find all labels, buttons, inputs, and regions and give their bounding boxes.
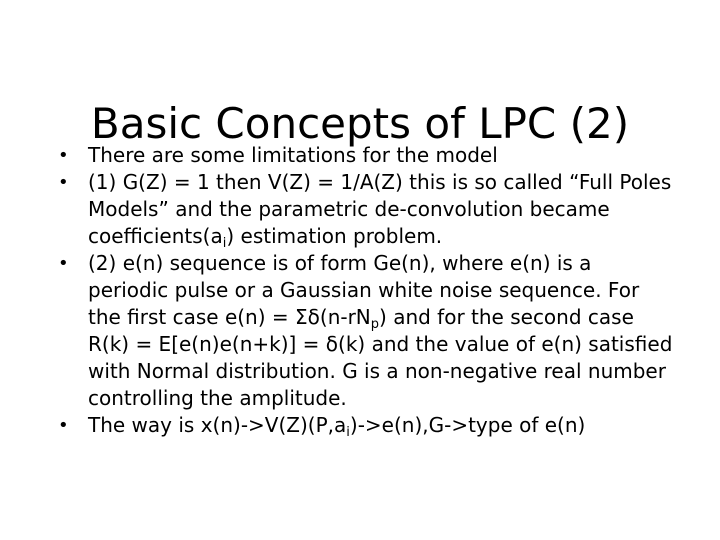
bullet-text: (1) G(Z) = 1 then V(Z) = 1/A(Z) this is so called “Full Poles Models” and the parametric de-convolution became coefficients(a: [88, 170, 672, 248]
bullet-item: [54, 412, 674, 439]
bullet-text: (2) e(n) sequence is of form Ge(n), where e(n) is a periodic pulse or a Gaussian white noise sequence. For the first case e(n) = Σδ(n-rN: [88, 251, 640, 329]
bullet-list: [54, 142, 674, 439]
bullet-icon: •: [58, 253, 69, 274]
bullet-text: ) estimation problem.: [226, 224, 443, 248]
subscript: i: [346, 425, 350, 440]
bullet-text: ) and for the second case R(k) = E[e(n)e(n+k)] = δ(k) and the value of e(n) satisfied with Normal distribution. G is a non-negative real number controlling the amplitude.: [88, 305, 673, 410]
subscript: i: [222, 236, 227, 251]
bullet-icon: •: [58, 415, 69, 436]
bullet-text: )->e(n),G->type of e(n): [349, 413, 586, 437]
subscript: p: [370, 317, 380, 332]
bullet-text: The way is x(n)->V(Z)(P,a: [88, 413, 347, 437]
bullet-item: [54, 169, 674, 250]
bullet-item: [54, 142, 674, 169]
bullet-text: There are some limitations for the model: [88, 143, 498, 167]
bullet-item: [54, 250, 674, 412]
bullet-icon: •: [58, 172, 69, 193]
slide-title: Basic Concepts of LPC (2): [90, 99, 630, 149]
bullet-icon: •: [58, 145, 69, 166]
